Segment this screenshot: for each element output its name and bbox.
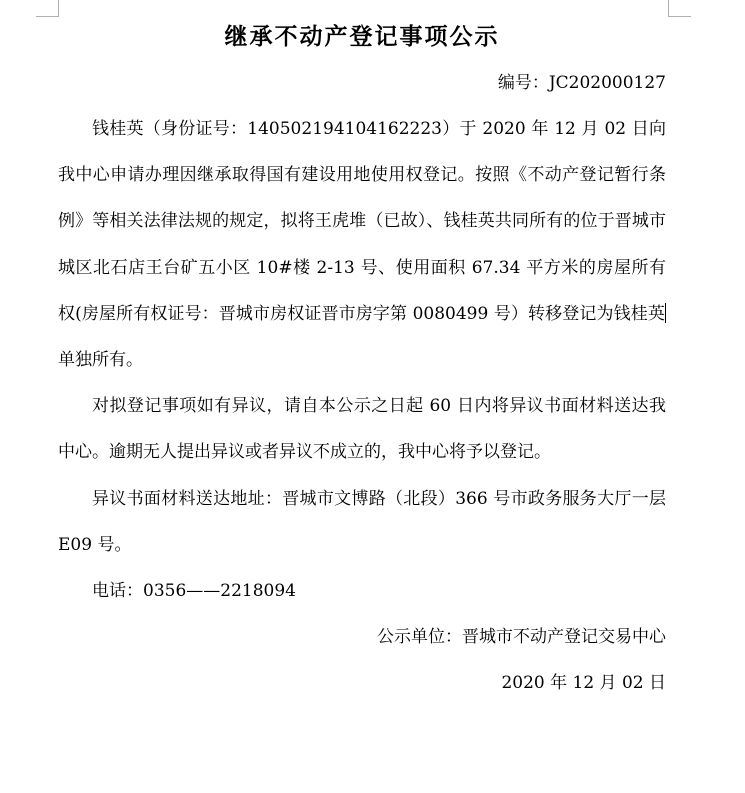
paragraph-application — [58, 106, 666, 383]
paragraph-phone: 电话：0356——2218094 — [92, 581, 296, 602]
document-title: 继承不动产登记事项公示 — [224, 23, 500, 50]
document-page — [58, 14, 666, 706]
paragraph-application-text-end: 单独所有。 — [58, 350, 143, 371]
paragraph-application-text: 钱桂英（身份证号：140502194104162223）于 2020 年 12 月 02 日向我中心申请办理因继承取得国有建设用地使用权登记。按照《不动产登记暂行条例》等相关法律法规的规定，拟将王虎堆（已故）、钱桂英共同所有的位于晋城市城区北石店王台矿五小区 10#楼 2-13 号、使用面积 67.34 平方米的房屋所有权(房屋所有权证号：晋城市房权证晋市房字第 0080499 号）转移登记为钱桂英 — [58, 119, 666, 324]
page-corner-mark-top-left — [36, 0, 59, 17]
text-cursor — [665, 303, 666, 323]
paragraph-objection: 对拟登记事项如有异议，请自本公示之日起 60 日内将异议书面材料送达我中心。逾期无人提出异议或者异议不成立的，我中心将予以登记。 — [58, 396, 666, 463]
publish-date: 2020 年 12 月 02 日 — [501, 673, 666, 694]
paragraph-address: 异议书面材料送达地址：晋城市文博路（北段）366 号市政务服务大厅一层 E09 号。 — [58, 488, 666, 555]
page-corner-mark-top-right — [668, 0, 691, 17]
document-serial-number: 编号：JC202000127 — [497, 73, 666, 93]
publishing-unit: 公示单位：晋城市不动产登记交易中心 — [377, 627, 666, 648]
